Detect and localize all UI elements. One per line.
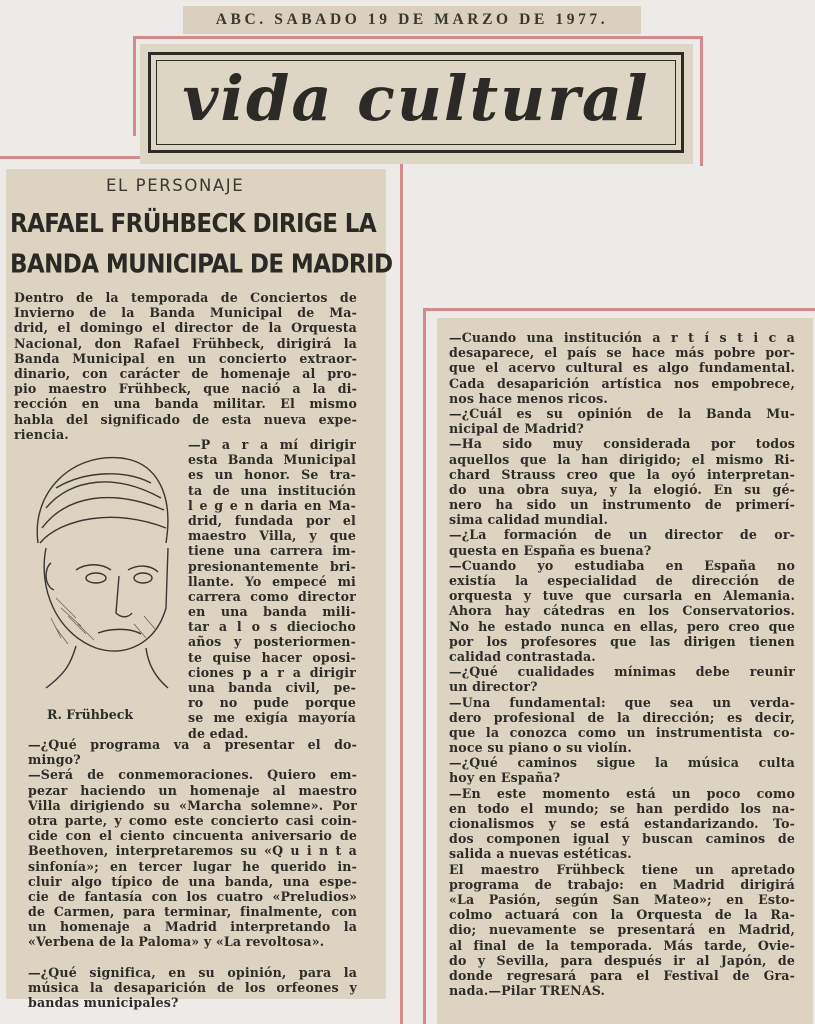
text-line: dos componen igual y buscan caminos de xyxy=(449,831,795,847)
text-line: rección en una banda militar. El mismo xyxy=(14,396,357,412)
text-line: sinfonía»; en tercer lugar he querido in- xyxy=(28,858,357,874)
text-line: se me exigía mayoría xyxy=(188,710,356,726)
text-line: que la conozca como un instrumentista co- xyxy=(449,724,795,740)
text-line: salida a nuevas estéticas. xyxy=(449,846,632,862)
text-line: Ahora hay cátedras en los Conservatorios. xyxy=(449,603,795,619)
photo-caption: R. Frühbeck xyxy=(47,707,134,722)
text-line: «Verbena de la Paloma» y «La revoltosa». xyxy=(28,934,325,950)
interview-body-right xyxy=(449,330,795,998)
text-line: noce su piano o su violín. xyxy=(449,740,632,756)
text-line: tar a l o s dieciocho xyxy=(188,619,356,635)
text-line: dio; nuevamente se presentará en Madrid, xyxy=(449,922,795,938)
text-line: —Una fundamental: que sea un verda- xyxy=(449,694,795,710)
text-line: que el acervo cultural es algo fundamental. xyxy=(449,360,795,376)
red-rule xyxy=(400,156,403,1024)
intro-paragraph xyxy=(14,290,357,442)
text-line: llante. Yo empecé mi xyxy=(188,573,356,589)
text-line: otra parte, y como este concierto casi coin- xyxy=(28,812,357,828)
text-line: existía la especialidad de dirección de xyxy=(449,573,795,588)
text-line: —Será de conmemoraciones. Quiero em- xyxy=(28,767,357,783)
text-line: bandas municipales? xyxy=(28,995,179,1011)
text-line: —P a r a mí dirigir xyxy=(188,437,356,452)
text-line: de edad. xyxy=(188,725,249,741)
text-line: presionantemente bri- xyxy=(188,558,356,574)
text-line: Dentro de la temporada de Conciertos de xyxy=(14,290,357,305)
text-line xyxy=(28,950,357,965)
red-rule xyxy=(700,36,703,166)
text-line: un homenaje a Madrid interpretando la xyxy=(28,919,357,935)
text-line: riencia. xyxy=(14,426,69,442)
text-line: calidad contrastada. xyxy=(449,648,596,664)
text-line: sima calidad mundial. xyxy=(449,512,609,528)
text-line: cie de fantasía con los cuatro «Preludios» xyxy=(28,888,357,904)
text-line: hoy en España? xyxy=(449,770,561,786)
text-line: —¿La formación de un director de or- xyxy=(449,527,795,543)
text-line: orquesta y tuve que cursarla en Alemania. xyxy=(449,588,795,604)
text-line: cionalismos y se está estandarizando. To- xyxy=(449,816,795,831)
text-line: —¿Qué cualidades mínimas debe reunir xyxy=(449,664,795,680)
text-line: maestro Villa, y que xyxy=(188,528,356,544)
text-line: un director? xyxy=(449,679,538,695)
text-line: —Cuando una institución a r t í s t i c a xyxy=(449,330,795,345)
text-line: nicipal de Madrid? xyxy=(449,421,584,437)
text-line: pio maestro Frühbeck, que nació a la di- xyxy=(14,381,357,397)
text-line: Banda Municipal en un concierto extraor- xyxy=(14,350,357,366)
text-line: al final de la temporada. Más tarde, Ovie- xyxy=(449,937,795,953)
text-line: de Carmen, para terminar, finalmente, con xyxy=(28,904,357,920)
interview-body-left xyxy=(28,737,357,1010)
headline-line: BANDA MUNICIPAL DE MADRID xyxy=(10,249,393,280)
text-line: habla del significado de esta nueva expe- xyxy=(14,411,357,427)
text-line: —Ha sido muy considerada por todos xyxy=(449,436,795,452)
text-line: colmo actuará con la Orquesta de la Ra- xyxy=(449,907,795,923)
text-line: carrera como director xyxy=(188,588,356,604)
text-line: dero profesional de la dirección; es decir, xyxy=(449,709,795,725)
text-line: música la desaparición de los orfeones y xyxy=(28,980,357,995)
text-line: —¿Qué significa, en su opinión, para la xyxy=(28,964,357,980)
text-line: do y Sevilla, para después ir al Japón, de xyxy=(449,952,795,968)
text-line: ta de una institución xyxy=(188,482,356,498)
headline-line: RAFAEL FRÜHBECK DIRIGE LA xyxy=(10,209,377,239)
text-line: Nacional, don Rafael Frühbeck, dirigirá la xyxy=(14,335,357,351)
text-line: ro no pude porque xyxy=(188,695,356,711)
text-line: cluir algo típico de una banda, una espe- xyxy=(28,873,357,889)
text-line: —¿Qué caminos sigue la música culta xyxy=(449,755,795,771)
text-line: nada.—Pilar TRENAS. xyxy=(449,983,606,999)
text-line: drid, el domingo el director de la Orquesta xyxy=(14,320,357,336)
text-line: dinario, con carácter de homenaje al pro- xyxy=(14,365,357,381)
text-line: aquellos que la han dirigido; el mismo Ri- xyxy=(449,451,795,467)
text-line: desaparece, el país se hace más pobre por- xyxy=(449,345,795,361)
text-line: te quise hacer oposi- xyxy=(188,649,356,665)
text-line: —¿Cuál es su opinión de la Banda Mu- xyxy=(449,405,795,421)
red-rule xyxy=(133,36,136,136)
text-line: años y posteriormen- xyxy=(188,634,356,650)
text-line: —Cuando yo estudiaba en España no xyxy=(449,557,795,573)
text-line: esta Banda Municipal xyxy=(188,452,356,468)
text-line: una banda civil, pe- xyxy=(188,680,356,695)
text-line: do una obra suya, y la elogió. En su gé- xyxy=(449,481,795,497)
text-line: mingo? xyxy=(28,752,81,768)
text-line: «La Pasión, según San Mateo»; en Esto- xyxy=(449,891,795,907)
text-line: en una banda mili- xyxy=(188,604,356,620)
text-line: en todo el mundo; se han perdido los na- xyxy=(449,800,795,816)
text-line: ciones p a r a dirigir xyxy=(188,664,356,680)
text-line: programa de trabajo: en Madrid dirigirá xyxy=(449,876,795,892)
red-rule xyxy=(133,36,703,39)
text-line: drid, fundada por el xyxy=(188,512,356,528)
text-line: pezar haciendo un homenaje al maestro xyxy=(28,782,357,798)
red-rule xyxy=(423,308,815,311)
text-line: es un honor. Se tra- xyxy=(188,467,356,483)
portrait-drawing xyxy=(16,448,176,693)
text-line: nero ha sido un instrumento de primerí- xyxy=(449,497,795,513)
section-kicker: EL PERSONAJE xyxy=(106,176,245,195)
text-line: tiene una carrera im- xyxy=(188,543,356,559)
text-line: l e g e n daria en Ma- xyxy=(188,497,356,513)
text-line: cide con el ciento cincuenta aniversario de xyxy=(28,828,357,844)
red-rule xyxy=(423,308,426,1024)
text-line: questa en España es buena? xyxy=(449,542,652,558)
text-line: No he estado nunca en ellas, pero creo que xyxy=(449,618,795,634)
text-line: Invierno de la Banda Municipal de Ma- xyxy=(14,305,357,321)
text-line: El maestro Frühbeck tiene un apretado xyxy=(449,861,795,877)
text-line: Beethoven, interpretaremos su «Q u i n t a xyxy=(28,843,357,859)
text-line: Villa dirigiendo su «Marcha solemne». Por xyxy=(28,797,357,813)
text-line: —En este momento está un poco como xyxy=(449,785,795,801)
masthead-dateline: ABC. SABADO 19 DE MARZO DE 1977. xyxy=(183,6,641,34)
text-line: —¿Qué programa va a presentar el do- xyxy=(28,737,357,752)
text-line: donde regresará para el Festival de Gra- xyxy=(449,967,795,983)
text-line: nos hace menos ricos. xyxy=(449,390,608,406)
section-header-title: vida cultural xyxy=(182,62,650,135)
section-header-frame xyxy=(148,52,684,153)
article-headline xyxy=(10,204,393,285)
text-line: por los profesores que las dirigen tienen xyxy=(449,633,795,649)
text-line: chard Strauss creo que la oyó interpretan- xyxy=(449,466,795,482)
text-line: Cada desaparición artística nos empobrece, xyxy=(449,375,795,391)
interview-answer-beside-photo xyxy=(188,437,356,741)
